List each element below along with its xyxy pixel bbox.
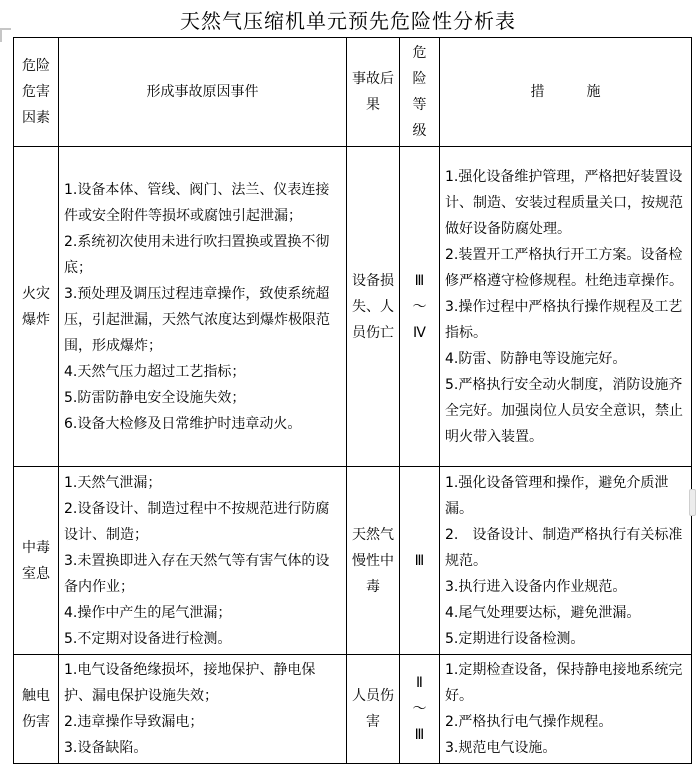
- header-cause-events: 形成事故原因事件: [59, 38, 347, 147]
- stacked-char: 险: [412, 71, 427, 87]
- stacked-char: ～: [412, 298, 427, 315]
- list-item: 3.未置换即进入存在天然气等有害气体的设备内作业；: [64, 552, 330, 595]
- stacked-char: 级: [412, 123, 427, 139]
- list-item: 2.违章操作导致漏电；: [64, 714, 204, 730]
- measures-cell: [440, 655, 692, 764]
- list-item: 1.强化设备管理和操作，避免介质泄漏。: [445, 474, 669, 517]
- stacked-char: Ⅲ: [414, 727, 425, 743]
- stacked-char: Ⅱ: [416, 675, 423, 691]
- stacked-char: 危: [412, 45, 427, 61]
- stacked-char: ～: [412, 701, 427, 717]
- list-item: 3.操作过程中严格执行操作规程及工艺指标。: [445, 298, 683, 341]
- list-item: 4.防雷、防静电等设施完好。: [445, 350, 627, 367]
- risk-level-cell: [400, 147, 440, 467]
- list-item: 4.天然气压力超过工艺指标；: [64, 363, 246, 380]
- hazard-analysis-table: [13, 37, 692, 764]
- list-item: 5.严格执行安全动火制度，消防设施齐全完好。加强岗位人员安全意识，禁止明火带入装置。: [445, 376, 683, 445]
- causes-cell: [59, 655, 347, 764]
- causes-cell: [59, 147, 347, 467]
- list-item: 1.电气设备绝缘损坏，接地保护、静电保护、漏电保护设施失效；: [64, 662, 316, 704]
- table-row-fire-explosion: [14, 147, 692, 467]
- list-item: 3.规范电气设施。: [445, 740, 557, 756]
- page-title: 天然气压缩机单元预先危险性分析表: [180, 9, 516, 33]
- list-item: 1.定期检查设备，保持静电接地系统完好。: [445, 662, 683, 704]
- header-risk-level: [400, 38, 440, 147]
- list-item: 4.操作中产生的尾气泄漏；: [64, 604, 232, 621]
- header-consequence: 事故后果: [347, 38, 400, 147]
- list-item: 6.设备大检修及日常维护时违章动火。: [64, 415, 302, 432]
- header-hazard-factor: 危险危害因素: [14, 38, 59, 147]
- risk-level-cell: [400, 655, 440, 764]
- risk-level-cell: [400, 467, 440, 655]
- measures-cell: [440, 467, 692, 655]
- list-item: 5.防雷防静电安全设施失效；: [64, 389, 246, 406]
- consequence-cell: 人员伤害: [347, 655, 400, 764]
- consequence-cell: 天然气慢性中毒: [347, 467, 400, 655]
- list-item: 4.尾气处理要达标，避免泄漏。: [445, 604, 641, 621]
- scrollbar-thumb[interactable]: [689, 489, 696, 516]
- list-item: 2. 设备设计、制造严格执行有关标准规范。: [445, 526, 683, 569]
- list-item: 3.设备缺陷。: [64, 740, 148, 756]
- stacked-char: Ⅲ: [414, 272, 425, 289]
- list-item: 2.设备设计、制造过程中不按规范进行防腐设计、制造；: [64, 500, 330, 543]
- list-item: 5.定期进行设备检测。: [445, 630, 585, 647]
- list-item: 3.预处理及调压过程违章操作，致使系统超压，引起泄漏，天然气浓度达到爆炸极限范围，形成爆炸；: [64, 285, 330, 354]
- stacked-char: Ⅳ: [413, 324, 426, 341]
- list-item: 2.装置开工严格执行开工方案。设备检修严格遵守检修规程。杜绝违章操作。: [445, 246, 683, 289]
- consequence-cell: 设备损失、人员伤亡: [347, 147, 400, 467]
- list-item: 2.系统初次使用未进行吹扫置换或置换不彻底；: [64, 233, 330, 276]
- list-item: 3.执行进入设备内作业规范。: [445, 578, 627, 595]
- hazard-cell: 触电伤害: [14, 655, 59, 764]
- list-item: 1.设备本体、管线、阀门、法兰、仪表连接件或安全附件等损坏或腐蚀引起泄漏；: [64, 181, 330, 224]
- list-item: 5.不定期对设备进行检测。: [64, 630, 232, 647]
- hazard-cell: 中毒室息: [14, 467, 59, 655]
- stacked-char: 等: [412, 97, 427, 113]
- hazard-cell: 火灾爆炸: [14, 147, 59, 467]
- list-item: 1.强化设备维护管理，严格把好装置设计、制造、安装过程质量关口，按规范做好设备防腐处理。: [445, 168, 683, 237]
- stacked-char: Ⅲ: [414, 552, 425, 569]
- table-header-row: [14, 38, 692, 147]
- list-item: 1.天然气泄漏；: [64, 474, 162, 491]
- measures-cell: [440, 147, 692, 467]
- causes-cell: [59, 467, 347, 655]
- table-row-poisoning-asphyxia: [14, 467, 692, 655]
- table-row-electric-shock: [14, 655, 692, 764]
- header-measures: 措 施: [440, 38, 692, 147]
- list-item: 2.严格执行电气操作规程。: [445, 714, 613, 730]
